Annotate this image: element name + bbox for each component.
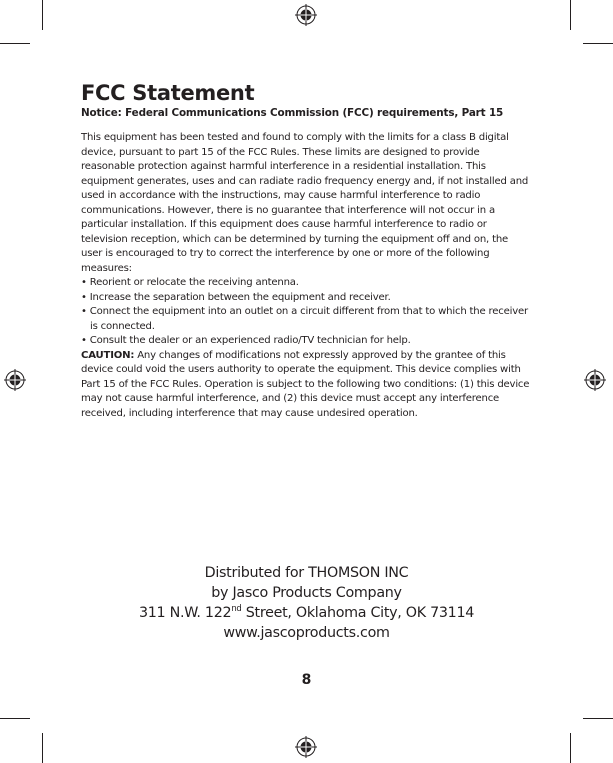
distributor-line: Distributed for THOMSON INC (204, 565, 409, 581)
caution-label: CAUTION: (81, 349, 135, 361)
list-item: • Connect the equipment into an outlet on a circuit different from that to which the receiver is connected. (81, 306, 528, 332)
crop-mark-bottom-left-horizontal (0, 718, 30, 719)
registration-mark-top-icon (295, 4, 317, 26)
crop-mark-top-right-vertical (570, 0, 571, 30)
address-pre: 311 N.W. 122 (138, 605, 232, 621)
caution-paragraph (81, 349, 531, 422)
crop-mark-bottom-left-vertical (42, 733, 43, 763)
registration-mark-bottom-icon (295, 736, 317, 758)
measures-list (81, 276, 531, 349)
page-title: FCC Statement (81, 81, 255, 105)
distributor-info (0, 563, 613, 643)
company-line: by Jasco Products Company (211, 585, 402, 601)
list-item: • Reorient or relocate the receiving antenna. (81, 277, 299, 288)
crop-mark-top-left-horizontal (0, 43, 30, 44)
crop-mark-top-right-horizontal (583, 43, 613, 44)
list-item: • Consult the dealer or an experienced radio/TV technician for help. (81, 335, 411, 346)
caution-text: Any changes of modifications not expressly approved by the grantee of this device could void the users authority to operate the equipment. This device complies with Part 15 of the FCC Rules. Operation is subject to the following two conditions: (1) this device may not cause harmful interference, and (2) this device must accept any interference received, including interference that may cause undesired operation. (81, 349, 530, 419)
intro-paragraph: This equipment has been tested and found to comply with the limits for a class B digital device, pursuant to part 15 of the FCC Rules. These limits are designed to provide reasonable protection against harmful interference in a residential installation. This equipment generates, uses and can radiate radio frequency energy and, if not installed and used in accordance with the instructions, may cause harmful interference to radio communications. However, there is no guarantee that interference will not occur in a particular installation. If this equipment does cause harmful interference to radio or television reception, which can be determined by turning the equipment off and on, the user is encouraged to try to correct the interference by one or more of the following measures: (81, 132, 529, 274)
fcc-statement-section (81, 80, 531, 421)
address-superscript: nd (231, 604, 242, 614)
page-number: 8 (301, 672, 312, 688)
crop-mark-bottom-right-horizontal (583, 718, 613, 719)
crop-mark-bottom-right-vertical (570, 733, 571, 763)
address-line (0, 603, 613, 623)
list-item: • Increase the separation between the equipment and receiver. (81, 291, 391, 303)
page-subtitle: Notice: Federal Communications Commission (FCC) requirements, Part 15 (81, 107, 504, 119)
website-link: www.jascoproducts.com (223, 625, 390, 641)
registration-mark-left-icon (4, 369, 26, 391)
crop-mark-top-left-vertical (42, 0, 43, 30)
address-post: Street, Oklahoma City, OK 73114 (241, 605, 475, 621)
registration-mark-right-icon (584, 369, 606, 391)
